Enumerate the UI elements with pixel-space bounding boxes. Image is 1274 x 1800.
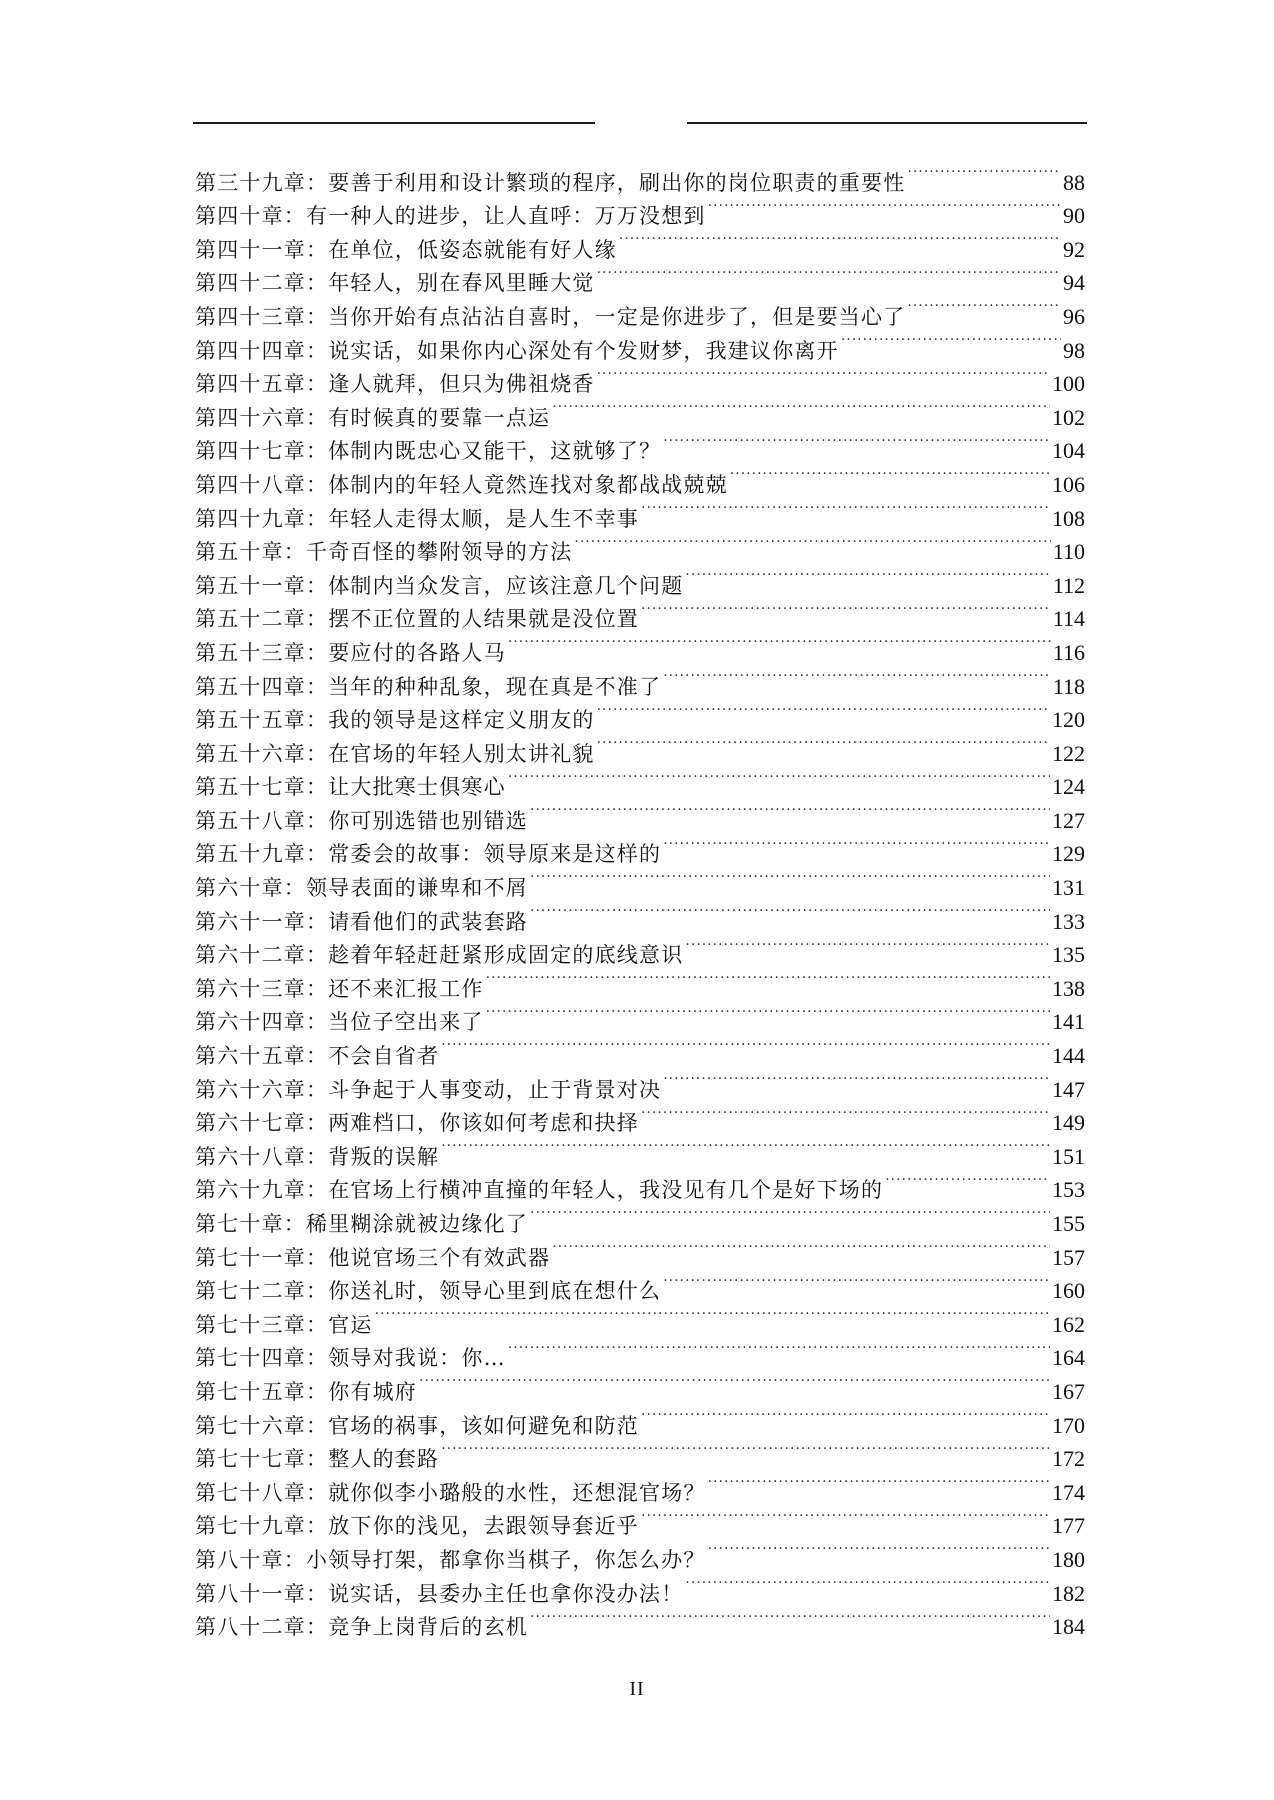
toc-entry-title: 第七十四章：领导对我说：你… — [195, 1346, 506, 1371]
toc-entry-page: 170 — [1052, 1412, 1085, 1438]
dot-leader — [597, 727, 1050, 761]
toc-entry-page: 108 — [1052, 505, 1085, 531]
toc-entry-title: 第七十八章：就你似李小璐般的水性，还想混官场？ — [195, 1480, 706, 1505]
toc-entry-title: 第五十一章：体制内当众发言，应该注意几个问题 — [195, 573, 684, 598]
dot-leader — [530, 895, 1050, 929]
header-rule-left — [193, 122, 595, 124]
dot-leader — [708, 190, 1061, 224]
toc-entry-title: 第七十章：稀里糊涂就被边缘化了 — [195, 1212, 528, 1236]
toc-entry-title: 第七十六章：官场的祸事，该如何避免和防范 — [195, 1413, 639, 1438]
toc-entry-title: 第五十三章：要应付的各路人马 — [195, 640, 506, 665]
toc-entry-page: 180 — [1052, 1546, 1085, 1572]
toc-entry-title: 第八十一章：说实话，县委办主任也拿你没办法！ — [195, 1581, 684, 1606]
dot-leader — [530, 794, 1050, 828]
dot-leader — [907, 156, 1061, 190]
table-of-contents — [195, 156, 1085, 1640]
toc-entry-title: 第六十一章：请看他们的武装套路 — [195, 909, 528, 934]
dot-leader — [486, 962, 1050, 996]
toc-entry-title: 第七十三章：官运 — [195, 1312, 373, 1337]
toc-entry-page: 177 — [1052, 1513, 1085, 1539]
toc-entry-title: 第六十章：领导表面的谦卑和不屑 — [195, 876, 528, 901]
toc-entry-page: 90 — [1063, 203, 1085, 229]
toc-entry-title: 第四十八章：体制内的年轻人竟然连找对象都战战兢兢 — [195, 472, 728, 497]
dot-leader — [641, 593, 1051, 627]
toc-entry-page: 167 — [1052, 1378, 1085, 1404]
toc-entry-page: 162 — [1052, 1311, 1085, 1337]
toc-entry-page: 114 — [1052, 606, 1085, 632]
dot-leader — [441, 1130, 1050, 1164]
toc-entry[interactable] — [195, 156, 1085, 195]
toc-entry-title: 第五十六章：在官场的年轻人别太讲礼貌 — [195, 741, 595, 766]
toc-entry-page: 141 — [1052, 1009, 1085, 1035]
dot-leader — [530, 1601, 1050, 1635]
toc-entry-title: 第五十九章：常委会的故事：领导原来是这样的 — [195, 842, 662, 867]
toc-entry-title: 第六十二章：趁着年轻赶赶紧形成固定的底线意识 — [195, 943, 684, 968]
dot-leader — [441, 1029, 1050, 1063]
dot-leader — [574, 526, 1050, 560]
toc-entry-page: 182 — [1052, 1580, 1085, 1606]
header-rule-right — [687, 122, 1087, 124]
dot-leader — [597, 358, 1050, 392]
dot-leader — [552, 391, 1050, 425]
toc-entry-page: 110 — [1052, 539, 1085, 565]
toc-entry-page: 94 — [1063, 270, 1085, 296]
toc-entry-page: 144 — [1052, 1043, 1085, 1069]
toc-entry-title: 第七十一章：他说官场三个有效武器 — [195, 1245, 551, 1270]
dot-leader — [685, 559, 1050, 593]
toc-entry-page: 92 — [1063, 236, 1085, 262]
page-number: II — [629, 1678, 645, 1700]
dot-leader — [708, 1466, 1050, 1500]
dot-leader — [486, 996, 1050, 1030]
toc-entry-title: 第七十七章：整人的套路 — [195, 1447, 440, 1472]
toc-entry-page: 157 — [1052, 1244, 1085, 1270]
dot-leader — [663, 425, 1050, 459]
dot-leader — [685, 929, 1050, 963]
toc-entry-page: 96 — [1063, 303, 1085, 329]
toc-entry-title: 第五十八章：你可别选错也别错选 — [195, 808, 528, 833]
toc-entry-page: 160 — [1052, 1278, 1085, 1304]
toc-entry-title: 第六十四章：当位子空出来了 — [195, 1010, 484, 1035]
dot-leader — [663, 660, 1051, 694]
dot-leader — [685, 1567, 1050, 1601]
dot-leader — [530, 1197, 1050, 1231]
toc-entry-title: 第四十四章：说实话，如果你内心深处有个发财梦，我建议你离开 — [195, 338, 839, 363]
toc-entry-title: 第四十章：有一种人的进步，让人直呼：万万没想到 — [195, 204, 706, 229]
toc-entry-title: 第六十八章：背叛的误解 — [195, 1144, 440, 1169]
toc-entry-page: 106 — [1052, 471, 1085, 497]
dot-leader — [619, 223, 1061, 257]
toc-entry-title: 第五十七章：让大批寒士俱寒心 — [195, 775, 506, 800]
toc-entry-title: 第六十九章：在官场上行横冲直撞的年轻人，我没见有几个是好下场的 — [195, 1178, 884, 1203]
dot-leader — [708, 1533, 1050, 1567]
toc-entry-title: 第四十二章：年轻人，别在春风里睡大觉 — [195, 271, 595, 296]
toc-entry-title: 第六十五章：不会自省者 — [195, 1044, 440, 1069]
dot-leader — [663, 1063, 1050, 1097]
toc-entry-title: 第七十九章：放下你的浅见，去跟领导套近乎 — [195, 1514, 639, 1539]
toc-entry-page: 104 — [1052, 438, 1085, 464]
toc-entry-page: 147 — [1052, 1076, 1085, 1102]
dot-leader — [641, 492, 1050, 526]
toc-entry-page: 129 — [1052, 841, 1085, 867]
toc-entry-page: 151 — [1052, 1143, 1085, 1169]
dot-leader — [730, 458, 1050, 492]
dot-leader — [641, 1399, 1050, 1433]
toc-entry-title: 第六十七章：两难档口，你该如何考虑和抉择 — [195, 1111, 639, 1136]
toc-entry-page: 112 — [1052, 572, 1085, 598]
toc-entry-title: 第三十九章：要善于利用和设计繁琐的程序，刷出你的岗位职责的重要性 — [195, 170, 906, 195]
dot-leader — [552, 1231, 1050, 1265]
toc-entry-page: 184 — [1052, 1614, 1085, 1640]
dot-leader — [375, 1298, 1050, 1332]
toc-entry-page: 127 — [1052, 807, 1085, 833]
dot-leader — [508, 626, 1051, 660]
toc-entry-title: 第四十七章：体制内既忠心又能干，这就够了？ — [195, 439, 662, 464]
toc-entry-title: 第八十二章：竞争上岗背后的玄机 — [195, 1615, 528, 1640]
toc-entry-title: 第五十五章：我的领导是这样定义朋友的 — [195, 708, 595, 733]
toc-entry-page: 124 — [1052, 774, 1085, 800]
toc-entry-title: 第六十三章：还不来汇报工作 — [195, 976, 484, 1001]
dot-leader — [508, 1332, 1050, 1366]
dot-leader — [597, 257, 1061, 291]
toc-entry-title: 第四十五章：逢人就拜，但只为佛祖烧香 — [195, 372, 595, 397]
dot-leader — [508, 761, 1050, 795]
toc-entry-page: 120 — [1052, 707, 1085, 733]
toc-entry-title: 第四十三章：当你开始有点沾沾自喜时，一定是你进步了，但是要当心了 — [195, 304, 906, 329]
toc-entry-page: 155 — [1052, 1211, 1085, 1236]
toc-entry-page: 102 — [1052, 404, 1085, 430]
toc-entry-title: 第五十章：千奇百怪的攀附领导的方法 — [195, 540, 573, 565]
dot-leader — [530, 861, 1050, 895]
toc-entry-title: 第四十六章：有时候真的要靠一点运 — [195, 405, 551, 430]
toc-entry-title: 第四十九章：年轻人走得太顺，是人生不幸事 — [195, 506, 639, 531]
toc-entry-page: 122 — [1052, 740, 1085, 766]
toc-entry-title: 第七十五章：你有城府 — [195, 1379, 417, 1404]
toc-entry-page: 98 — [1063, 337, 1085, 363]
toc-entry-page: 116 — [1052, 639, 1085, 665]
toc-entry-page: 131 — [1052, 875, 1085, 901]
toc-entry-title: 第五十四章：当年的种种乱象，现在真是不准了 — [195, 674, 662, 699]
toc-entry-page: 164 — [1052, 1345, 1085, 1371]
toc-entry-page: 153 — [1052, 1177, 1085, 1203]
toc-entry-title: 第五十二章：摆不正位置的人结果就是没位置 — [195, 607, 639, 632]
dot-leader — [841, 324, 1061, 358]
toc-entry-page: 88 — [1063, 169, 1085, 195]
dot-leader — [597, 694, 1050, 728]
toc-entry-title: 第六十六章：斗争起于人事变动，止于背景对决 — [195, 1077, 662, 1102]
toc-entry-page: 118 — [1052, 673, 1085, 699]
toc-entry-page: 149 — [1052, 1110, 1085, 1136]
dot-leader — [885, 1164, 1050, 1198]
dot-leader — [419, 1365, 1050, 1399]
dot-leader — [641, 1500, 1050, 1534]
toc-entry-title: 第四十一章：在单位，低姿态就能有好人缘 — [195, 237, 617, 262]
dot-leader — [663, 828, 1050, 862]
toc-entry-page: 174 — [1052, 1479, 1085, 1505]
dot-leader — [663, 1265, 1050, 1299]
dot-leader — [441, 1433, 1050, 1467]
toc-entry-page: 172 — [1052, 1446, 1085, 1472]
dot-leader — [907, 290, 1061, 324]
dot-leader — [641, 1097, 1050, 1131]
toc-entry-page: 138 — [1052, 975, 1085, 1001]
toc-entry-title: 第七十二章：你送礼时，领导心里到底在想什么 — [195, 1279, 662, 1304]
toc-entry-page: 135 — [1052, 942, 1085, 968]
toc-entry-title: 第八十章：小领导打架，都拿你当棋子，你怎么办？ — [195, 1547, 706, 1572]
toc-entry-page: 133 — [1052, 908, 1085, 934]
toc-entry-page: 100 — [1052, 371, 1085, 397]
